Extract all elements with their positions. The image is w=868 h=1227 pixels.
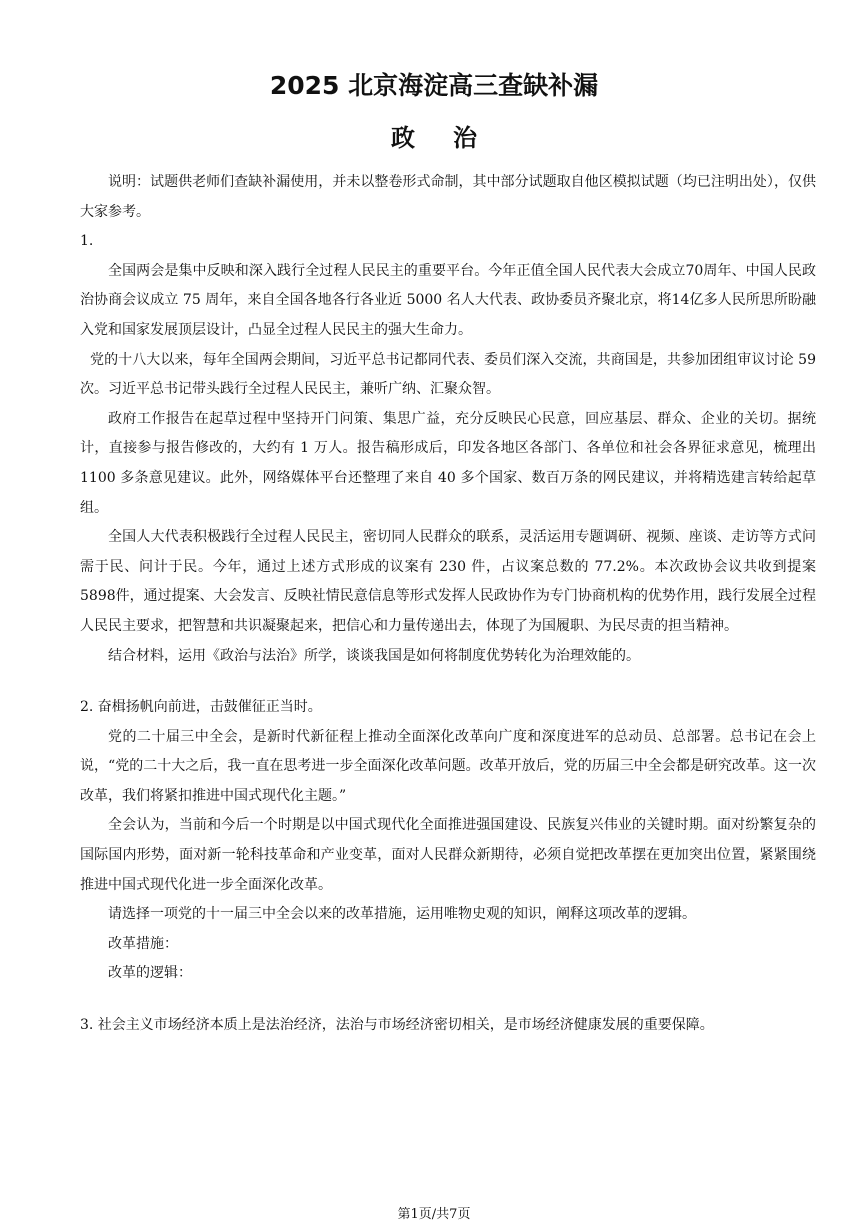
subject-heading: 政治 [391, 124, 515, 152]
question-1-paragraph: 党的十八大以来，每年全国两会期间，习近平总书记都同代表、委员们深入交流，共商国是，共参加团组审议讨论 59次。习近平总书记带头践行全过程人民民主，兼听广纳、汇聚众智。 [80, 351, 816, 398]
question-1-paragraph: 全国两会是集中反映和深入践行全过程人民民主的重要平台。今年正值全国人民代表大会成立70周年、中国人民政治协商会议成立 75 周年，来自全国各地各行各业近 5000 名人大代表、政协委员齐聚北京，将14亿多人民所思所盼融入党和国家发展顶层设计，凸显全过程人民民主的强大生命力。 [80, 262, 816, 338]
question-2-paragraph: 全会认为，当前和今后一个时期是以中国式现代化全面推进强国建设、民族复兴伟业的关键时期。面对纷繁复杂的国际国内形势，面对新一轮科技革命和产业变革，面对人民群众新期待，必须自觉把改革摆在更加突出位置，紧紧围绕推进中国式现代化进一步全面深化改革。 [80, 817, 816, 893]
spacer [80, 989, 816, 1011]
document-body [80, 168, 816, 1041]
document-title: 2025 北京海淀高三查缺补漏 [269, 71, 599, 100]
question-1-paragraph: 政府工作报告在起草过程中坚持开门问策、集思广益，充分反映民心民意，回应基层、群众、企业的关切。据统计，直接参与报告修改的，大约有 1 万人。报告稿形成后，印发各地区各部门、各单位和社会各界征求意见，梳理出 1100 多条意见建议。此外，网络媒体平台还整理了来自 40 多个国家、数百万条的网民建议，并将精选建言转给起草组。 [80, 410, 816, 516]
question-1-paragraph: 全国人大代表积极践行全过程人民民主，密切同人民群众的联系，灵活运用专题调研、视频、座谈、走访等方式问需于民、问计于民。今年，通过上述方式形成的议案有 230 件，占议案总数的 77.2%。本次政协会议共收到提案5898件，通过提案、大会发言、反映社情民意信息等形式发挥人民政协作为专门协商机构的优势作用，践行发展全过程人民民主要求，把智慧和共识凝聚起来，把信心和力量传递出去，体现了为国履职、为民尽责的担当精神。 [80, 529, 816, 634]
answer-label-measure: 改革措施： [108, 935, 178, 952]
question-2-paragraph: 党的二十届三中全会，是新时代新征程上推动全面深化改革向广度和深度进军的总动员、总部署。总书记在会上说，“党的二十大之后，我一直在思考进一步全面深化改革问题。改革开放后，党的历届三中全会都是研究改革。这一次改革，我们将紧扣推进中国式现代化主题。” [80, 728, 816, 804]
answer-label-logic: 改革的逻辑： [108, 965, 192, 982]
question-1-number: 1. [80, 233, 94, 250]
question-1-prompt: 结合材料，运用《政治与法治》所学，谈谈我国是如何将制度优势转化为治理效能的。 [108, 647, 640, 664]
question-3-lead: 3. 社会主义市场经济本质上是法治经济，法治与市场经济密切相关，是市场经济健康发展的重要保障。 [80, 1017, 714, 1034]
spacer [80, 671, 816, 693]
question-2-prompt: 请选择一项党的十一届三中全会以来的改革措施，运用唯物史观的知识，阐释这项改革的逻辑。 [108, 906, 696, 923]
question-2-lead: 2. 奋楫扬帆向前进，击鼓催征正当时。 [80, 699, 322, 716]
intro-note: 说明：试题供老师们查缺补漏使用，并未以整卷形式命制，其中部分试题取自他区模拟试题（均已注明出处），仅供大家参考。 [80, 174, 816, 220]
page-footer: 第1页/共7页 [397, 1207, 471, 1222]
